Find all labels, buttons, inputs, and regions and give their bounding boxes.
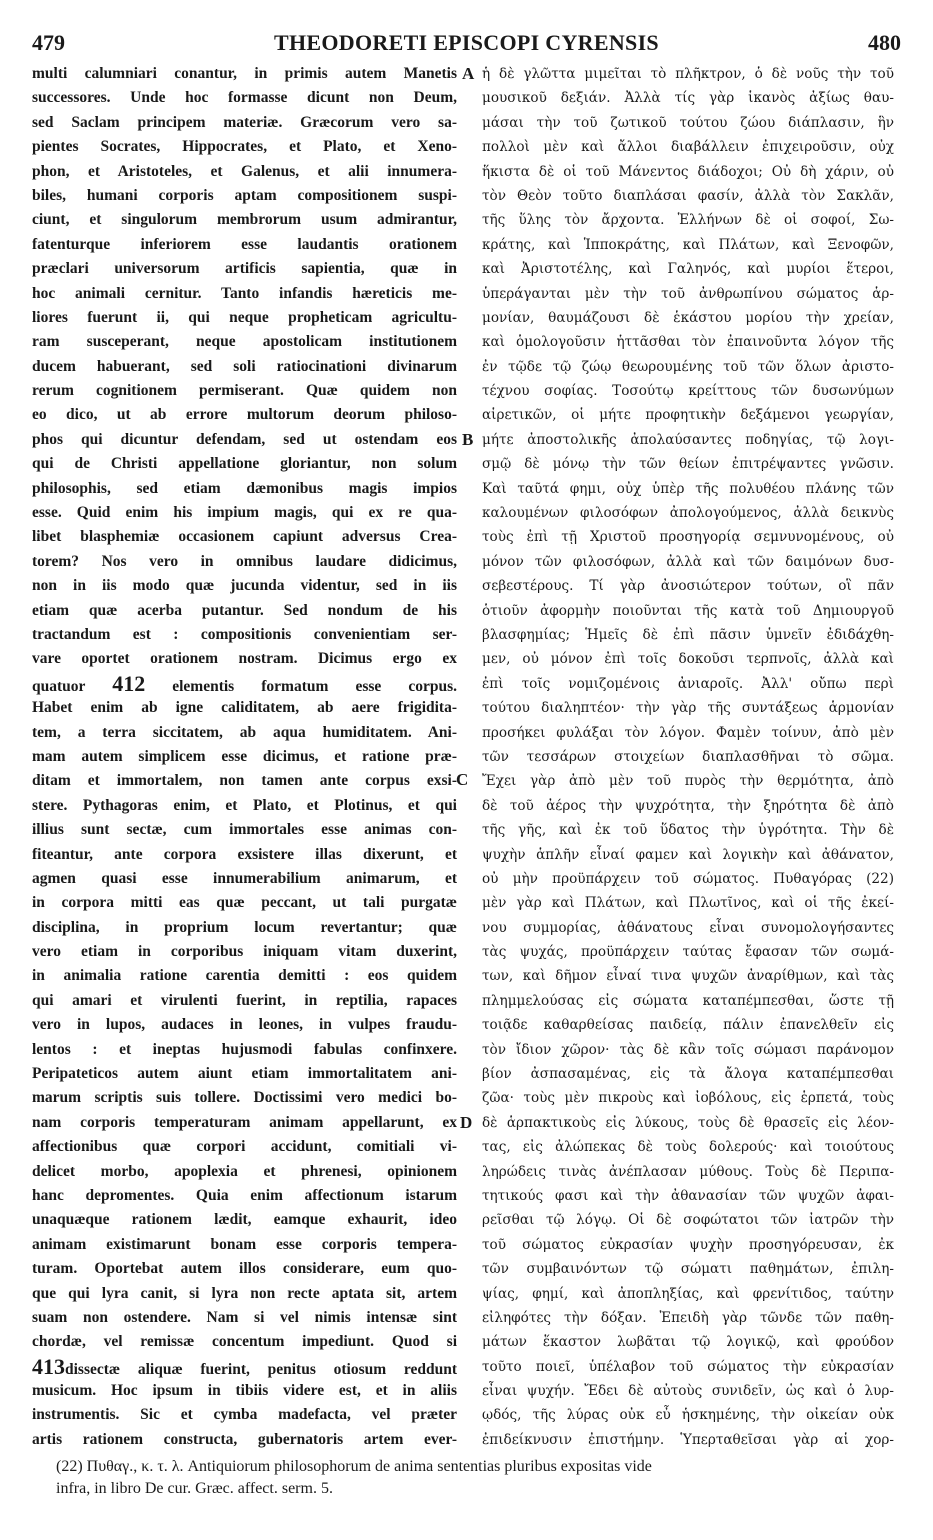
latin-column	[32, 62, 457, 1452]
latin-text-line: unaquæque rationem lædit, eamque exhaurit, ideo	[32, 1211, 457, 1229]
latin-text-line: instrumentis. Sic et cymba madefacta, vel præter	[32, 1406, 457, 1424]
column-number: 413	[32, 1354, 65, 1379]
latin-text-line: marum scriptis suis tollere. Doctissimi vero medici bo-	[32, 1089, 457, 1107]
latin-text-line: non in iis modo quæ jucunda videntur, sed in iis	[32, 577, 457, 595]
greek-text-line: αἱρετικῶν, οἱ μήτε προφητικὴν δεξάμενοι γεωργίαν,	[482, 407, 894, 424]
footnote-line: infra, in libro De cur. Græc. affect. serm. 5.	[56, 1480, 333, 1497]
latin-text-line: ciunt, et singulorum membrorum usum admirantur,	[32, 211, 457, 229]
latin-text-line: delicet morbo, apoplexia et phrenesi, opinionem	[32, 1162, 457, 1180]
greek-text-line: τὸν Θεὸν τοῦτο διαπλάσαι φασίν, ἀλλὰ τὸν Σακλᾶν,	[482, 187, 894, 204]
latin-text-line: hanc depromentes. Quia enim affectionum istarum	[32, 1186, 457, 1204]
greek-text-line: τὰς ψυχάς, προϋπάρχειν ταύτας ἔφασαν τῶν σωμά-	[482, 944, 894, 961]
greek-text-line: μάτων ἕκαστον λωβᾶται τῷ λογικῷ, καὶ φρούδον	[482, 1334, 894, 1351]
latin-text-line: qui de Christi appellatione gloriantur, non solum	[32, 455, 457, 473]
greek-text-line: Καὶ ταῦτά φημι, οὐχ ὑπὲρ τῆς πολυθέου πλάνης τῶν	[482, 480, 894, 497]
greek-text-line: μήτε ἀποστολικῆς ἀπολαύσαντες ποδηγίας, τῷ λογι-	[482, 431, 894, 448]
greek-text-line: προσήκει φυλάξαι τὸν λόγον. Φαμὲν τοίνυν, ἀπὸ μὲν	[482, 724, 894, 741]
greek-text-line: τῶν συμβαινόντων τῷ σώματι παθημάτων, ἐπιλη-	[482, 1261, 894, 1278]
latin-text-line: esse. Quid enim his impium magis, qui ex re qua-	[32, 504, 457, 522]
latin-text-line: ducem habuerant, sed soli ratiocinationi divinarum	[32, 357, 457, 375]
greek-text-line: ληρώδεις τινὰς ἀνέπλασαν μύθους. Τοὺς δὲ Περιπα-	[482, 1163, 894, 1180]
greek-text-line: ζῶα· τοὺς μὲν πικροὺς καὶ ἰοβόλους, εἰς ἑρπετά, τοὺς	[482, 1090, 894, 1107]
latin-text-line: Habet enim ab igne caliditatem, ab aere frigidita-	[32, 699, 457, 717]
latin-text-line: tractandum est : compositionis convenientiam ser-	[32, 625, 457, 643]
latin-text-line: biles, humani corporis aptam compositionem suspi-	[32, 186, 457, 204]
greek-text-line: τας, εἰς ἀλώπεκας δὲ τοὺς δολερούς· καὶ τοιούτους	[482, 1139, 894, 1156]
greek-text-line: ψυχὴν ἁπλῆν εἶναί φαμεν καὶ λογικὴν καὶ ἀθάνατον,	[482, 846, 894, 863]
greek-text-line: τοῦ σώματος εὐκρασίαν ψυχὴν προσηγόρευσαν, ἐκ	[482, 1236, 894, 1253]
latin-text-line: phos qui dicuntur defendam, sed ut ostendam eos	[32, 430, 457, 448]
latin-text-line: stere. Pythagoras enim, et Plato, et Plotinus, et qui	[32, 796, 457, 814]
greek-text-line: τῶν τεσσάρων στοιχείων διαπλασθῆναι τὸ σῶμα.	[482, 748, 894, 765]
greek-text-line: κράτης, καὶ Ἱπποκράτης, καὶ Πλάτων, καὶ Ξενοφῶν,	[482, 236, 894, 253]
section-marker-d: D	[460, 1113, 473, 1132]
greek-text-line: τέχνου σοφίας. Τοσούτῳ κρείττους τῶν δυσωνύμων	[482, 383, 894, 400]
page-number-right: 480	[868, 30, 901, 55]
latin-text-line: affectionibus quæ corpori accidunt, comitiali vi-	[32, 1138, 457, 1156]
greek-text-line: σμῷ δὲ μόνῳ τὴν τῶν θείων ἐπιτρέψαντες γνῶσιν.	[482, 456, 894, 473]
greek-text-line: των, καὶ δῆμον εἶναί τινα ψυχῶν ἀναρίθμων, καὶ τὰς	[482, 968, 894, 985]
greek-text-line: πολλοὶ μὲν καὶ ἄλλοι διαβάλλειν ἐπιχειροῦσιν, οὐχ	[482, 139, 894, 156]
latin-text-line: vero etiam in corporibus iniquam vitam duxerint,	[32, 943, 457, 961]
latin-text-line: ram susceperant, neque apostolicam institutionem	[32, 333, 457, 351]
latin-text-line: hoc animali cernitur. Tanto infandis hæreticis me-	[32, 284, 457, 302]
greek-text-line: ἐν τῷδε τῷ ζώῳ θεωρουμένης τοῦ τῶν ὅλων ἀριστο-	[482, 358, 894, 375]
latin-text-line: illius sunt sectæ, cum immortales esse animas con-	[32, 821, 457, 839]
greek-text-line: μονίαν, θαυμάζουσι δὲ ἑκάστου μορίου τὴν χρείαν,	[482, 309, 894, 326]
section-marker-c: C	[456, 770, 469, 789]
latin-text-line: animam existimarunt bonam esse corporis tempera-	[32, 1235, 457, 1253]
greek-text-line: δὲ ἁρπακτικοὺς εἰς λύκους, τοὺς δὲ θρασεῖς εἰς λέον-	[482, 1114, 894, 1131]
greek-text-line: τῆς γῆς, καὶ ἐκ τοῦ ὕδατος τὴν ὑγρότητα. Τὴν δὲ	[482, 822, 894, 839]
greek-text-line: καλουμένων φιλοσόφων ἀπολογούμενος, ἀλλὰ δεικνὺς	[482, 505, 894, 522]
greek-text-line: νου συμμορίας, ἀθάνατους εἶναι συνομολογήσαντες	[482, 919, 894, 936]
greek-text-line: τοιᾷδε καθαρθείσας παιδείᾳ, πάλιν ἐπανελθεῖν εἰς	[482, 1017, 894, 1034]
latin-text-line: multi calumniari conantur, in primis autem Manetis	[32, 65, 457, 82]
latin-text-line: libet blasphemiæ occasionem capiunt adversus Crea-	[32, 528, 457, 546]
running-title: THEODORETI EPISCOPI CYRENSIS	[274, 30, 659, 55]
latin-text-line: successores. Unde hoc formasse dicunt non Deum,	[32, 89, 457, 107]
latin-text-line: phon, et Aristoteles, et Galenus, et alii innumera-	[32, 162, 457, 180]
latin-text-line: in corpora mitti eas quæ peccant, ut tali purgatæ	[32, 894, 457, 912]
greek-text-line: μάσαι τὴν τοῦ ζωτικοῦ τούτου ζώου διάπλασιν, ἣν	[482, 114, 894, 131]
latin-text-line: præclari universorum artificis sapientia, quæ in	[32, 260, 457, 278]
greek-text-line: δὲ τοῦ ἀέρος τὴν ψυχρότητα, τὴν ξηρότητα δὲ ἀπὸ	[482, 797, 894, 814]
greek-text-line: ἡ δὲ γλῶττα μιμεῖται τὸ πλῆκτρον, ὁ δὲ νοῦς τὴν τοῦ	[482, 66, 894, 82]
greek-text-line: σεβεστέρους. Τί γὰρ ἀνοσιώτερον τούτων, οἳ πᾶν	[482, 578, 894, 595]
greek-text-line: μεν, οὐ μόνον ἐπὶ τοῖς δοκοῦσι τερπνοῖς, ἀλλὰ καὶ	[482, 651, 894, 668]
greek-text-line: ὑπεράγανται μὲν τὴν τοῦ ἀνθρωπίνου σώματος ἁρ-	[482, 285, 894, 302]
latin-text-line: etiam quæ acerba putantur. Sed nondum de his	[32, 601, 457, 619]
greek-text-line: ρεῖσθαι τῷ λόγῳ. Οἱ δὲ σοφώτατοι τῶν ἰατρῶν τὴν	[482, 1212, 894, 1229]
greek-text-line: τούτου διαληπτέον· τὴν γὰρ τῆς συντάξεως ἁρμονίαν	[482, 700, 894, 717]
latin-text-line: fatenturque inferiorem esse laudantis orationem	[32, 235, 457, 253]
greek-text-line: εἰληφότες τὴν δόξαν. Ἐπειδὴ γὰρ τῶνδε τῶν παθη-	[482, 1309, 894, 1326]
greek-column	[482, 62, 894, 1452]
greek-text-line: ῳδός, τῆς λύρας οὐκ εὖ ἡσκημένης, τὴν οἰκείαν οὐκ	[482, 1407, 894, 1424]
latin-text-line: chordæ, vel remissæ concentum impediunt. Quod si	[32, 1333, 457, 1351]
section-marker-a: A	[462, 64, 475, 83]
greek-text-line: τῆς ὕλης τὸν ἄρχοντα. Ἑλλήνων δὲ οἱ σοφοί, Σω-	[482, 212, 894, 229]
page-header	[32, 30, 901, 56]
latin-text-line: torem? Nos vero in omnibus laudare didicimus,	[32, 552, 457, 570]
greek-text-line: βλασφημίας; Ἡμεῖς δὲ ἐπὶ πᾶσιν ὑμνεῖν ἐδιδάχθη-	[482, 626, 894, 643]
greek-text-line: τητικούς φασι καὶ τὴν ἀθανασίαν τῶν ψυχῶν ἀφαι-	[482, 1187, 894, 1204]
greek-text-line: ἥκιστα δὲ οἱ τοῦ Μάνεντος διάδοχοι; Οὐ δὴ χάριν, οὐ	[482, 163, 894, 180]
greek-text-line: ψίας, φημί, καὶ ἀποπληξίας, καὶ φρενίτιδος, ταύτην	[482, 1285, 894, 1302]
greek-text-line: Ἔχει γὰρ ἀπὸ μὲν τοῦ πυρὸς τὴν θερμότητα, ἀπὸ	[482, 773, 894, 790]
greek-text-line: μόνον τῶν φιλοσόφων, ἀλλὰ καὶ τῶν δαιμόνων δυσ-	[482, 553, 894, 570]
latin-text-line: que qui lyra canit, si lyra non recte aptata sit, artem	[32, 1284, 457, 1302]
latin-text-line: nam corporis temperaturam animam appellarunt, ex	[32, 1113, 457, 1131]
latin-text-line: in animalia ratione carentia demitti : eos quidem	[32, 967, 457, 985]
latin-text-line: quatuor 412 elementis formatum esse corpus.	[32, 671, 457, 696]
latin-text-line: qui amari et virulenti fuerint, in reptilia, rapaces	[32, 991, 457, 1009]
latin-text-line: artis rationem constructa, gubernatoris artem ever-	[32, 1430, 457, 1448]
footnote	[56, 1456, 896, 1500]
latin-text-line: vare oportet orationem nostram. Dicimus ergo ex	[32, 650, 457, 668]
greek-text-line: τοὺς ἐπὶ τῇ Χριστοῦ προσηγορίᾳ σεμνυνομένους, οὐ	[482, 529, 894, 546]
greek-text-line: πλημμελούσας εἰς σώματα καταπέμπεσθαι, ὥστε τῇ	[482, 992, 894, 1009]
latin-text-line: agmen quasi esse innumerabilium animarum, et	[32, 869, 457, 887]
greek-text-line: βίον ἀσπασαμένας, εἰς τὰ ἄλογα καταπέμπεσθαι	[482, 1066, 894, 1083]
latin-text-line: musicum. Hoc ipsum in tibiis videre est, et in aliis	[32, 1382, 457, 1400]
greek-text-line: οὐ μὴν προϋπάρχειν τοῦ σώματος. Πυθαγόρας (22)	[482, 870, 894, 887]
latin-text-line: philosophis, sed etiam dæmonibus magis impios	[32, 479, 457, 497]
page-number-left: 479	[32, 30, 65, 55]
latin-text-line: tem, a terra siccitatem, ab aqua humiditatem. Ani-	[32, 723, 457, 741]
greek-text-line: εἶναι ψυχήν. Ἔδει δὲ αὐτοὺς συνιδεῖν, ὡς καὶ ὁ λυρ-	[482, 1383, 894, 1400]
latin-text-line: suam non ostendere. Nam si vel nimis intensæ sint	[32, 1308, 457, 1326]
footnote-line: (22) Πυθαγ., κ. τ. λ. Antiquiorum philosophorum de anima sententias pluribus expositas vide	[56, 1458, 652, 1475]
latin-text-line: lentos : et ineptas hujusmodi fabulas confinxere.	[32, 1040, 457, 1058]
greek-text-line: ὁτιοῦν ἀφορμὴν ποιοῦνται τῆς κατὰ τοῦ Δημιουργοῦ	[482, 602, 894, 619]
greek-text-line: μουσικοῦ δεξιάν. Ἀλλὰ τίς γὰρ ἱκανὸς ἀξίως θαυ-	[482, 90, 894, 107]
greek-text-line: ἐπιδείκνυσιν ἐπιστήμην. Ὑπερταθεῖσαι γὰρ αἱ χορ-	[482, 1431, 894, 1448]
greek-text-line: τὸν ἴδιον χῶρον· τὰς δὲ κἂν τοῖς σώμασι παράνομον	[482, 1041, 894, 1058]
latin-text-line: rerum cognitionem permiserant. Quæ quidem non	[32, 382, 457, 400]
latin-text-line: mam autem simplicem esse dicimus, et ratione præ-	[32, 747, 457, 765]
column-number: 412	[112, 671, 146, 696]
greek-text-line: τοῦτο ποιεῖ, ὑπέλαβον τοῦ σώματος τὴν εὐκρασίαν	[482, 1358, 894, 1375]
greek-text-line: καὶ Ἀριστοτέλης, καὶ Γαληνός, καὶ μυρίοι ἕτεροι,	[482, 261, 894, 278]
latin-text-line: disciplina, in proprium locum revertantur; quæ	[32, 918, 457, 936]
latin-text-line: eo dico, ut ab errore multorum deorum philoso-	[32, 406, 457, 424]
greek-text-line: μὲν γὰρ καὶ Πλάτων, καὶ Πλωτῖνος, καὶ οἱ τῆς ἐκεί-	[482, 895, 894, 912]
latin-text-line: ditam et immortalem, non tamen ante corpus exsi-	[32, 772, 457, 790]
section-marker-b: B	[462, 430, 474, 449]
latin-text-line: sed Saclam principem materiæ. Græcorum vero sa-	[32, 113, 457, 131]
latin-text-line: pientes Socrates, Hippocrates, et Plato, et Xeno-	[32, 138, 457, 156]
latin-text-line: Peripateticos autem aiunt etiam immortalitatem ani-	[32, 1065, 457, 1083]
latin-text-line: liores fuerunt ii, qui neque propheticam agricultu-	[32, 308, 457, 326]
greek-text-line: ἐπὶ τοῖς νομιζομένοις ἀνιαροῖς. Ἀλλ' οὔπω περὶ	[482, 675, 894, 692]
latin-text-line: fiteantur, ante corpora exsistere illas dixerunt, et	[32, 845, 457, 863]
latin-text-line: turam. Oportebat autem illos considerare, eum quo-	[32, 1260, 457, 1278]
latin-text-line: vero in lupos, audaces in leones, in vulpes fraudu-	[32, 1016, 457, 1034]
greek-text-line: καὶ ὁμολογοῦσιν ἡττᾶσθαι τὸν ἐπαινοῦντα λόγον τῆς	[482, 334, 894, 351]
latin-text-line: 413dissectæ aliquæ fuerint, penitus otiosum reddunt	[32, 1354, 457, 1379]
